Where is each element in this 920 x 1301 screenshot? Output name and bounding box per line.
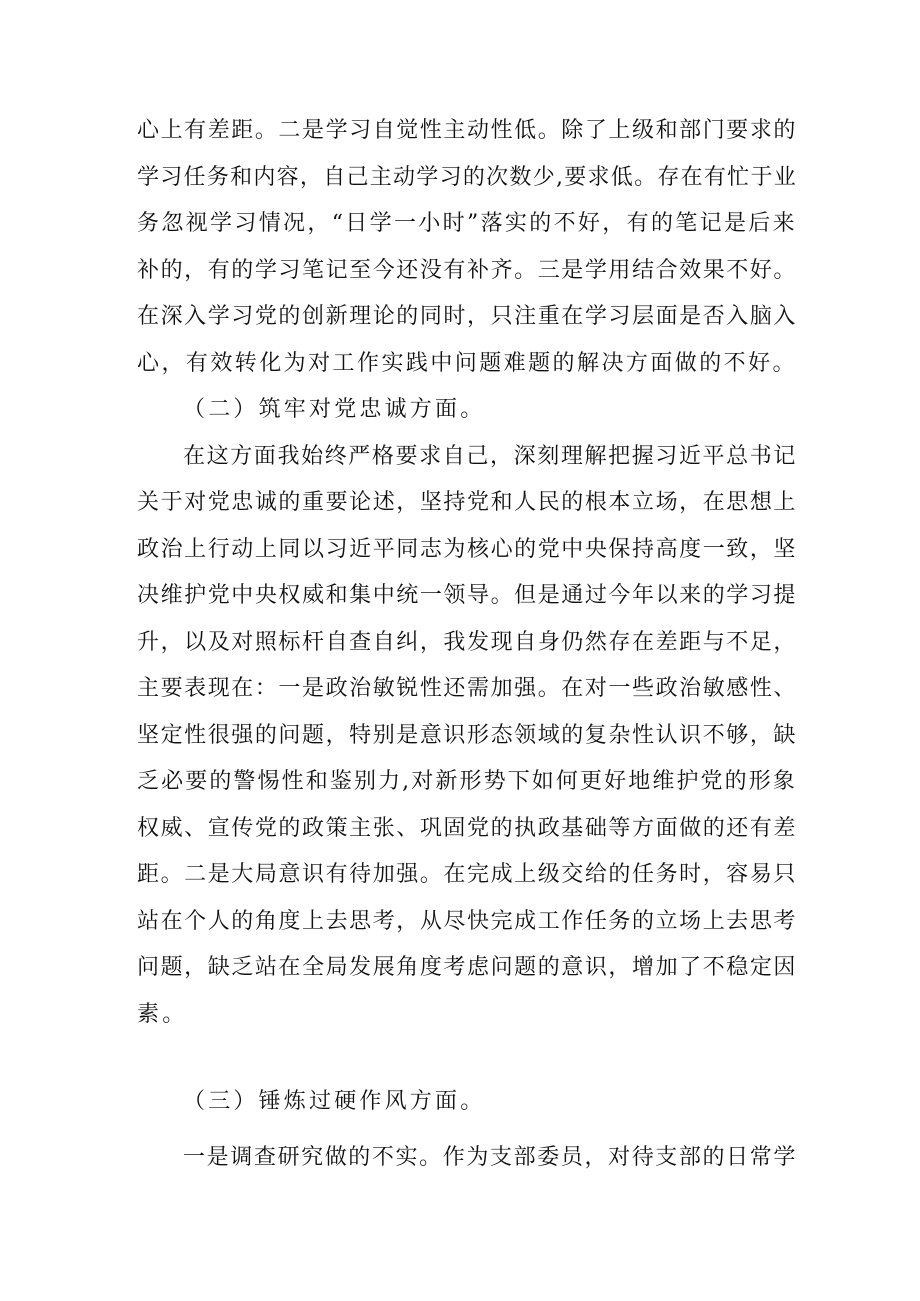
text-line: 素。 bbox=[137, 1001, 188, 1027]
text-line: 务忽视学习情况，“日学一小时”落实的不好，有的笔记是后来 bbox=[137, 211, 797, 236]
paragraph-first-line: 一是调查研究做的不实。作为支部委员，对待支部的日常学 bbox=[183, 1145, 797, 1170]
text-line: 站在个人的角度上去思考，从尽快完成工作任务的立场上去思考 bbox=[137, 908, 797, 934]
section-heading: （三）锤炼过硬作风方面。 bbox=[183, 1089, 486, 1114]
text-line: 心上有差距。二是学习自觉性主动性低。除了上级和部门要求的 bbox=[137, 118, 797, 143]
body-text-top bbox=[137, 108, 797, 1038]
paragraph-first-line: 在这方面我始终严格要求自己，深刻理解把握习近平总书记 bbox=[183, 443, 797, 469]
text-line: 关于对党忠诚的重要论述，坚持党和人民的根本立场，在思想上 bbox=[137, 490, 797, 515]
text-line: 乏必要的警惕性和鉴别力,对新形势下如何更好地维护党的形象 bbox=[137, 769, 797, 794]
section-heading: （二）筑牢对党忠诚方面。 bbox=[183, 397, 486, 422]
text-line: 问题，缺乏站在全局发展角度考虑问题的意识，增加了不稳定因 bbox=[137, 955, 797, 980]
text-line: 坚定性很强的问题，特别是意识形态领域的复杂性认识不够，缺 bbox=[137, 722, 797, 748]
text-line: 主要表现在：一是政治敏锐性还需加强。在对一些政治敏感性、 bbox=[137, 676, 797, 701]
body-text-bottom bbox=[137, 1078, 797, 1181]
text-line: 决维护党中央权威和集中统一领导。但是通过今年以来的学习提 bbox=[137, 583, 797, 608]
text-line: 学习任务和内容，自己主动学习的次数少,要求低。存在有忙于业 bbox=[137, 164, 797, 190]
text-line: 补的，有的学习笔记至今还没有补齐。三是学用结合效果不好。 bbox=[137, 257, 797, 283]
text-line: 政治上行动上同以习近平同志为核心的党中央保持高度一致，坚 bbox=[137, 536, 797, 562]
text-line: 权威、宣传党的政策主张、巩固党的执政基础等方面做的还有差 bbox=[137, 815, 797, 841]
text-line: 心，有效转化为对工作实践中问题难题的解决方面做的不好。 bbox=[137, 350, 797, 376]
text-line: 距。二是大局意识有待加强。在完成上级交给的任务时，容易只 bbox=[137, 862, 797, 887]
text-line: 在深入学习党的创新理论的同时，只注重在学习层面是否入脑入 bbox=[137, 304, 797, 329]
text-line: 升，以及对照标杆自查自纠，我发现自身仍然存在差距与不足， bbox=[137, 629, 797, 655]
